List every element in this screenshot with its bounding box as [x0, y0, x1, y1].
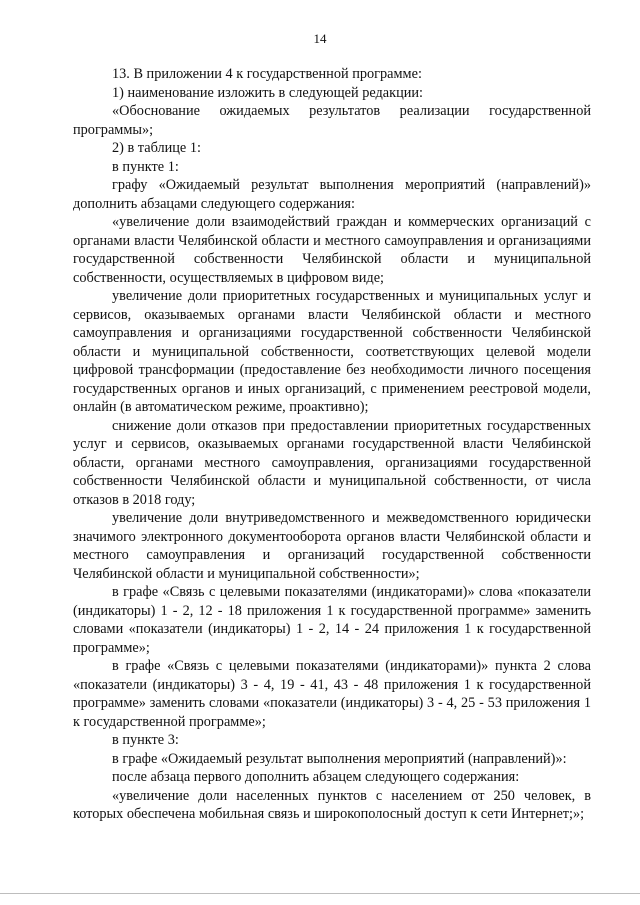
paragraph-subitem-1: 1) наименование изложить в следующей редакции:: [112, 84, 423, 101]
paragraph-subitem-2: 2) в таблице 1:: [112, 140, 201, 156]
paragraph-add-after-first: после абзаца первого дополнить абзацем следующего содержания:: [112, 769, 520, 785]
paragraph-item-13-heading: 13. В приложении 4 к государственной программе:: [112, 66, 422, 82]
paragraph-indicators-point-1: в графе «Связь с целевыми показателями (индикаторами)» слова «показатели (индикаторы) 1 - 2, 12 - 18 приложения 1 к государственной программе» заменить словами «показатели (индикаторы) 1 - 2, 14 - 24 приложения 1 к государственной программе»;: [73, 584, 591, 656]
paragraph-priority-services: увеличение доли приоритетных государственных и муниципальных услуг и сервисов, оказываемых органами власти Челябинской области и местного самоуправления и организациями государственной собственности Челябинской области и муниципальной собственности, соответствующих целевой модели цифровой трансформации (предоставление без необходимости личного посещения государственных органов и иных организаций, с применением реестровой модели, онлайн (в автоматическом режиме, проактивно);: [73, 288, 591, 415]
paragraph-indicators-point-2: в графе «Связь с целевыми показателями (индикаторами)» пункта 2 слова «показатели (индикаторы) 3 - 4, 19 - 41, 43 - 48 приложения 1 к государственной программе» заменить словами «показатели (индикаторы) 3 - 4, 25 - 53 приложения 1 к государственной программе»;: [73, 658, 591, 730]
page-number: 14: [313, 31, 327, 46]
paragraph-new-title: «Обоснование ожидаемых результатов реализации государственной программы»;: [73, 103, 591, 138]
document-body: [73, 65, 591, 824]
paragraph-mobile-internet: «увеличение доли населенных пунктов с населением от 250 человек, в которых обеспечена мобильная связь и широкополосный доступ к сети Интернет;»;: [73, 787, 591, 822]
paragraph-point-1: в пункте 1:: [112, 158, 179, 175]
paragraph-column-point-3: в графе «Ожидаемый результат выполнения мероприятий (направлений)»:: [112, 750, 567, 767]
paragraph-point-3: в пункте 3:: [112, 732, 179, 748]
paragraph-refusals-reduction: снижение доли отказов при предоставлении приоритетных государственных услуг и сервисов, оказываемых органами государственной власти Челябинской области, органами местного самоуправления, организациями государственной собственности Челябинской области и муниципальной собственности, от числа отказов в 2018 году;: [73, 417, 591, 508]
paragraph-column-expected-result: графу «Ожидаемый результат выполнения мероприятий (направлений)» дополнить абзацами следующего содержания:: [73, 177, 591, 212]
paragraph-digital-interactions: «увеличение доли взаимодействий граждан и коммерческих организаций с органами власти Челябинской области и местного самоуправления и организациями государственной собственности Челябинской области и муниципальной собственности, осуществляемых в цифровом виде;: [73, 214, 591, 286]
paragraph-electronic-document-flow: увеличение доли внутриведомственного и межведомственного юридически значимого электронного документооборота органов власти Челябинской области и местного самоуправления и организаций государственной собственности Челябинской области и муниципальной собственности»;: [73, 510, 591, 582]
page-bottom-divider: [0, 893, 640, 894]
